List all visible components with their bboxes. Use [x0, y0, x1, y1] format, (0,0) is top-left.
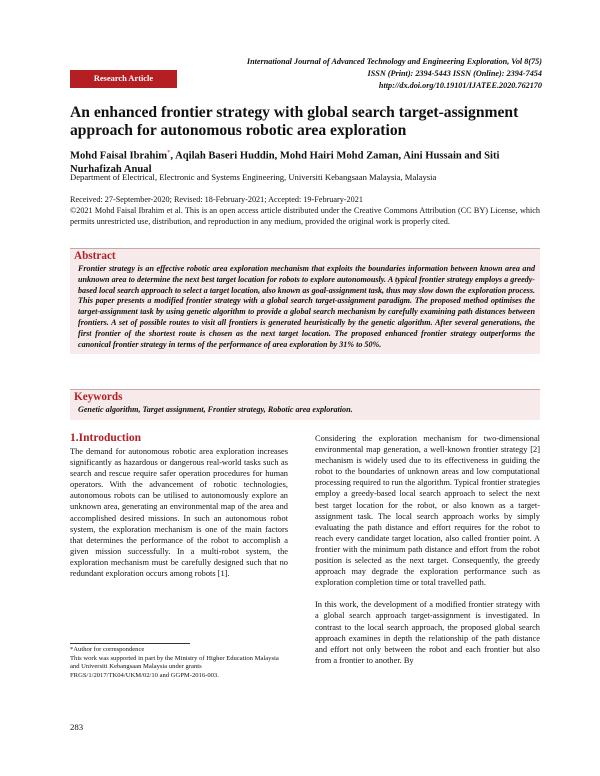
left-column: [70, 446, 288, 590]
abstract-heading: Abstract: [74, 250, 116, 262]
received-dates: Received: 27-September-2020; Revised: 18-February-2021; Accepted: 19-February-2021: [70, 195, 363, 204]
license-statement: ©2021 Mohd Faisal Ibrahim et al. This is an open access article distributed under the Creative Commons Attribution (CC BY) License, which permits unrestricted use, distribution, and reproduction in any medium, provided the original work is properly cited.: [70, 206, 540, 226]
corresponding-author-mark: *: [167, 149, 171, 156]
other-authors: , Aqilah Baseri Huddin, Mohd Hairi Mohd Zaman, Aini Hussain and Siti Nurhafizah Anual: [70, 150, 500, 175]
journal-issn: ISSN (Print): 2394-5443 ISSN (Online): 2394-7454: [367, 69, 542, 78]
abstract-text: Frontier strategy is an effective robotic area exploration mechanism that exploits the boundaries information between known area and unknown area to determine the next best target location for robots to explore autonomously. A typical frontier strategy employs a greedy-based local search approach to select a target location, also known as goal-assignment task, thus may slow down the exploration process. This paper presents a modified frontier strategy with a global search target-assignment paradigm. The proposed method optimises the target-assignment task by using genetic algorithm to provide a global search mechanism by carefully examining path distances between frontiers. A set of possible routes to visit all frontiers is generated heuristically by the genetic algorithm. After several generations, the first frontier of the shortest route is chosen as the next target location. The proposed enhanced frontier strategy outperforms the canonical frontier strategy in terms of the performance of area exploration by 31% to 50%.: [78, 264, 535, 349]
footnote-divider: [70, 643, 190, 644]
journal-header: [122, 56, 542, 92]
introduction-heading: 1.Introduction: [70, 432, 142, 444]
funding-note: This work was supported in part by the Ministry of Higher Education Malaysia and Universiti Kebangsaan Malaysia under grants FRGS/1/2017/TK04/UKM/02/10 and GGPM-2016-003.: [70, 654, 279, 679]
keywords-box: [70, 389, 540, 420]
keywords-text: Genetic algorithm, Target assignment, Frontier strategy, Robotic area exploration.: [78, 405, 353, 414]
correspondence-note: *Author for correspondence: [70, 646, 145, 653]
page-number: 283: [70, 722, 84, 732]
article-type-badge: Research Article: [70, 70, 177, 88]
abstract-box: [70, 248, 540, 354]
journal-name: International Journal of Advanced Technology and Engineering Exploration, Vol 8(75): [246, 57, 542, 66]
keywords-heading: Keywords: [74, 391, 123, 403]
footnote: [70, 646, 288, 680]
intro-paragraph-1: The demand for autonomous robotic area exploration increases significantly as hazardous or dangerous real-world tasks such as search and rescue require safer operation procedures for human operators. With the advancement of robotic technologies, autonomous robots can be utilised to autonomously explore an unknown area, generating an environmental map of the area and accomplished desired missions. In such an autonomous robot system, the exploration mechanism is one of the main factors that determines the performance of the robot to accomplish a given mission successfully. In a multi-robot system, the exploration mechanism must be carefully designed such that no redundant exploration occurs among robots [1].: [70, 447, 288, 579]
right-column: [315, 433, 540, 677]
journal-doi[interactable]: http://dx.doi.org/10.19101/IJATEE.2020.762170: [378, 81, 542, 90]
intro-paragraph-3: In this work, the development of a modified frontier strategy with a global search approach target-assignment is investigated. In contrast to the local search approach, the proposed global search approach examines in depth the relationship of the path distance and effort not only between the robot and each frontier but also from a frontier to another. By: [315, 600, 540, 665]
first-author: Mohd Faisal Ibrahim: [70, 150, 168, 162]
affiliation: Department of Electrical, Electronic and Systems Engineering, Universiti Kebangsaan Malaysia, Malaysia: [70, 172, 437, 182]
paper-title: An enhanced frontier strategy with global search target-assignment approach for autonomous robotic area exploration: [70, 104, 519, 139]
intro-paragraph-2: Considering the exploration mechanism for two-dimensional environmental map generation, a well-known frontier strategy [2] mechanism is widely used due to its effectiveness in guiding the robot to the boundaries of unknown areas and low computational processing required to run the algorithm. Typical frontier strategies employ a greedy-based local search approach to select the next best target location for the robot, or also known as a target-assignment task. The local search approach works by simply evaluating the path distance and effort requires for the robot to reach every candidate target location, also called frontier point. A frontier with the minimum path distance and effort from the robot position is selected as the next target. Consequently, the greedy approach may degrade the exploration performance such as exploration completion time or total travelled path.: [315, 434, 540, 588]
